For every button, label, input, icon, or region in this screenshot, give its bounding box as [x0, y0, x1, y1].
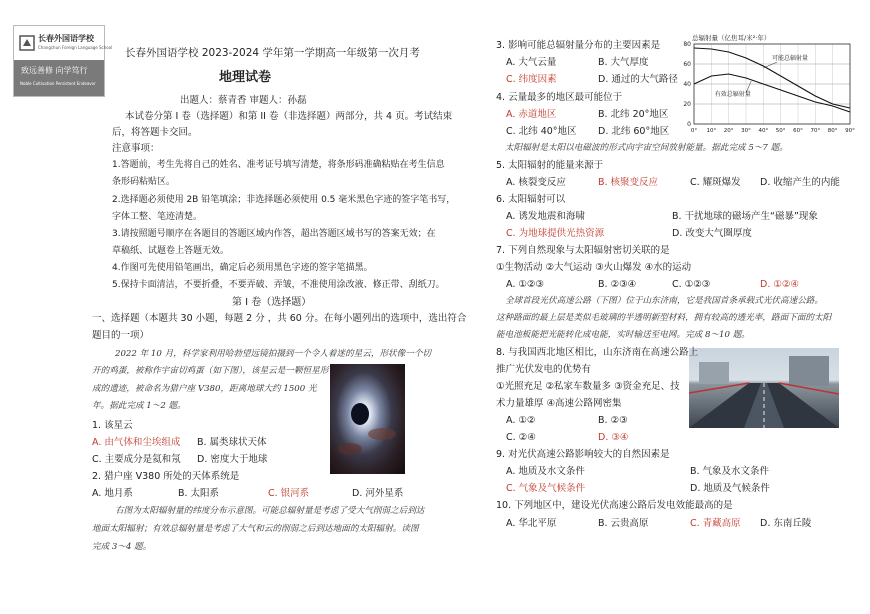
q1-option-a[interactable]: A. 由气体和尘埃组成 [92, 437, 181, 448]
note-3a: 3.请按照题号顺序在各题目的答题区域内作答，超出答题区域书写的答案无效；在 [112, 229, 436, 239]
intro-line-2: 后，将答题卡交回。 [112, 127, 198, 138]
q5-option-d[interactable]: D. 收缩产生的内能 [760, 177, 840, 188]
chart-leader-possible [763, 62, 777, 68]
q8-option-c[interactable]: C. ②④ [506, 432, 536, 443]
section-desc-1: 一、选择题（本题共 30 小题，每题 2 分 ，共 60 分。在每小题列出的选项中，选出符合 [92, 313, 467, 324]
chart-xtick-label: 80° [827, 128, 838, 134]
chart-xtick-label: 90° [845, 128, 855, 134]
passage3: 太阳辐射是太阳以电磁波的形式向宇宙空间放射能量。据此完成 5～7 题。 [505, 143, 788, 153]
q8-stem-2: 推广光伏发电的优势有 [496, 364, 592, 375]
school-logo [13, 25, 113, 97]
note-2b: 字体工整、笔迹清楚。 [112, 212, 203, 222]
chart-ytick-label: 40 [683, 81, 691, 88]
q5-option-a[interactable]: A. 核裂变反应 [506, 177, 566, 188]
passage2-line-3: 完成 3～4 题。 [92, 542, 152, 552]
chart-xtick-label: 20° [723, 128, 734, 134]
q2-stem: 2. 猎户座 V380 所处的天体系统是 [92, 471, 240, 482]
q10-option-c[interactable]: C. 青藏高原 [690, 518, 741, 529]
q8-option-a[interactable]: A. ①② [506, 415, 536, 426]
q9-option-b[interactable]: B. 气象及水文条件 [690, 466, 770, 477]
note-4: 4.作图可先使用铅笔画出，确定后必须用黑色字迹的签字笔描黑。 [112, 263, 373, 273]
passage2-line-1: 右图为太阳辐射量的纬度分布示意图。可能总辐射量是考虑了受大气削弱之后到达 [115, 506, 425, 516]
exam-title: 长春外国语学校 2023-2024 学年第一学期高一年级第一次月考 [125, 47, 420, 59]
authors: 出题人：蔡青香 审题人：孙磊 [180, 95, 307, 106]
chart-label-possible: 可能总辐射量 [772, 55, 809, 62]
logo-text: 长春外国语学校 [38, 33, 94, 43]
chart-xtick-label: 60° [793, 128, 803, 134]
q3-stem: 3. 影响可能总辐射量分布的主要因素是 [496, 40, 661, 51]
logo-motto-band [14, 60, 104, 96]
q8-stem-1: 8. 与我国西北地区相比，山东济南在高速公路上 [496, 347, 699, 358]
note-5: 5.保持卡面清洁，不要折叠，不要弄破、弄皱，不准使用涂改液、修正带、刮纸刀。 [112, 280, 445, 290]
chart-ytick-label: 80 [683, 41, 691, 48]
q5-option-b[interactable]: B. 核聚变反应 [598, 177, 659, 188]
q9-stem: 9. 对光伏高速公路影响较大的自然因素是 [496, 449, 670, 460]
q9-option-c[interactable]: C. 气象及气候条件 [506, 483, 586, 494]
chart-ytick-label: 60 [683, 61, 691, 68]
passage2-line-2: 地面太阳辐射；有效总辐射量是考虑了大气和云的削弱之后到达地面的太阳辐射。读图 [92, 524, 419, 534]
passage4-line-1: 全球首段光伏高速公路（下图）位于山东济南，它是我国首条承载式光伏高速公路。 [505, 296, 823, 306]
q8-option-d[interactable]: D. ③④ [598, 432, 629, 443]
passage4-line-2: 这种路面的最上层是类似毛玻璃的半透明新型材料，拥有较高的透光率，路面下面的太阳 [496, 313, 832, 323]
chart-xtick-label: 10° [706, 128, 717, 134]
q10-option-a[interactable]: A. 华北平原 [506, 518, 557, 529]
q4-option-a[interactable]: A. 赤道地区 [506, 109, 557, 120]
chart-xtick-label: 40° [758, 128, 769, 134]
q2-option-c[interactable]: C. 银河系 [268, 488, 310, 499]
section-desc-2: 题目的一项） [92, 330, 150, 341]
q6-stem: 6. 太阳辐射可以 [496, 194, 566, 205]
q4-stem: 4. 云量最多的地区最可能位于 [496, 92, 623, 103]
q7-option-a[interactable]: A. ①②③ [506, 279, 544, 290]
q10-option-b[interactable]: B. 云贵高原 [598, 518, 649, 529]
q4-option-c[interactable]: C. 北纬 40°地区 [506, 126, 577, 137]
logo-text-en: Changchun Foreign Language School [38, 45, 113, 50]
notice-title: 注意事项： [112, 143, 160, 154]
q3-option-a[interactable]: A. 大气云量 [506, 57, 557, 68]
q8-items-2: 术力量雄厚 ④高速公路网密集 [496, 398, 622, 409]
nebula-core-icon [330, 364, 405, 474]
chart-label-effective: 有效总辐射量 [714, 91, 751, 98]
q1-option-b[interactable]: B. 属类球状天体 [197, 437, 267, 448]
passage1-line-2: 开的鸡蛋，被称作宇宙切鸡蛋（如下图），该星云是一颗恒星形 [92, 366, 329, 376]
section-title: 第 I 卷（选择题） [232, 297, 312, 308]
chart-ytick-label: 20 [683, 101, 691, 108]
q5-stem: 5. 太阳辐射的能量来源于 [496, 160, 604, 171]
motto-en: Noble Cultivation Persistent Endeavor [20, 81, 96, 86]
note-2a: 2.选择题必须使用 2B 铅笔填涂；非选择题必须使用 0.5 毫米黑色字迹的签字笔书写， [112, 195, 456, 205]
q4-option-d[interactable]: D. 北纬 60°地区 [598, 126, 670, 137]
chart-xtick-label: 30° [741, 128, 751, 134]
radiation-chart-svg [672, 32, 862, 137]
q9-option-a[interactable]: A. 地质及水文条件 [506, 466, 585, 477]
chart-xtick-label: 70° [810, 128, 821, 134]
q8-option-b[interactable]: B. ②③ [598, 415, 628, 426]
q5-option-c[interactable]: C. 耀斑爆发 [690, 177, 741, 188]
q2-option-b[interactable]: B. 太阳系 [178, 488, 220, 499]
passage1-line-3: 成的遗迹，被命名为猎户座 V380，距离地球大约 1500 光 [92, 384, 317, 394]
q1-option-c[interactable]: C. 主要成分是氦和氖 [92, 454, 181, 465]
logo-top [14, 26, 113, 60]
emblem-icon [18, 34, 36, 52]
q7-option-c[interactable]: C. ①②③ [672, 279, 711, 290]
q1-option-d[interactable]: D. 密度大于地球 [197, 454, 268, 465]
q3-option-c[interactable]: C. 纬度因素 [506, 74, 557, 85]
passage4-line-3: 能电池板能把光能转化成电能，实时输送至电网。完成 8～10 题。 [496, 330, 750, 340]
q7-items: ①生物活动 ②大气运动 ③火山爆发 ④水的运动 [496, 262, 692, 273]
passage1-line-4: 年。据此完成 1～2 题。 [92, 401, 186, 411]
q10-option-d[interactable]: D. 东南丘陵 [760, 518, 812, 529]
q4-option-b[interactable]: B. 北纬 20°地区 [598, 109, 669, 120]
q9-option-d[interactable]: D. 地质及气候条件 [690, 483, 770, 494]
q7-option-b[interactable]: B. ②③④ [598, 279, 637, 290]
q2-option-d[interactable]: D. 河外星系 [352, 488, 404, 499]
nebula-image [330, 364, 405, 474]
q6-option-c[interactable]: C. 为地球提供光热资源 [506, 228, 605, 239]
chart-xtick-label: 50° [775, 128, 786, 134]
q10-stem: 10. 下列地区中，建设光伏高速公路后发电效能最高的是 [496, 500, 733, 511]
q7-stem: 7. 下列自然现象与太阳辐射密切关联的是 [496, 245, 670, 256]
highway-photo [689, 348, 839, 428]
q3-option-d[interactable]: D. 通过的大气路径 [598, 74, 678, 85]
chart-xtick-label: 0° [690, 128, 698, 134]
note-1b: 条形码粘贴区。 [112, 177, 176, 187]
q7-option-d[interactable]: D. ①②④ [760, 279, 799, 290]
note-1a: 1.答题前，考生先将自己的姓名、准考证号填写清楚，将条形码准确粘贴在考生信息 [112, 160, 445, 170]
paper-subtitle: 地理试卷 [219, 70, 272, 85]
q6-option-d[interactable]: D. 改变大气圈厚度 [672, 228, 752, 239]
radiation-chart [672, 32, 862, 137]
intro-line-1: 本试卷分第 I 卷（选择题）和第 II 卷（非选择题）两部分，共 4 页。考试结束 [125, 111, 453, 122]
q2-option-a[interactable]: A. 地月系 [92, 488, 133, 499]
chart-ytick-label: 0 [687, 121, 691, 128]
q6-option-b[interactable]: B. 干扰地球的磁场产生“磁暴”现象 [672, 211, 818, 222]
q8-items-1: ①光照充足 ②私家车数量多 ③资金充足、技 [496, 381, 680, 392]
q6-option-a[interactable]: A. 诱发地震和海啸 [506, 211, 585, 222]
note-3b: 草稿纸、试题卷上答题无效。 [112, 246, 230, 256]
motto: 致远善修 向学笃行 [21, 66, 88, 75]
highway-icon [689, 348, 839, 428]
chart-title: 总辐射量（亿焦耳/米²·年） [692, 34, 771, 42]
q3-option-b[interactable]: B. 大气厚度 [598, 57, 649, 68]
q1-stem: 1. 该星云 [92, 420, 133, 431]
passage1-line-1: 2022 年 10 月，科学家利用哈勃望远镜拍摄到一个令人着迷的星云，形状像一个切 [115, 349, 432, 359]
